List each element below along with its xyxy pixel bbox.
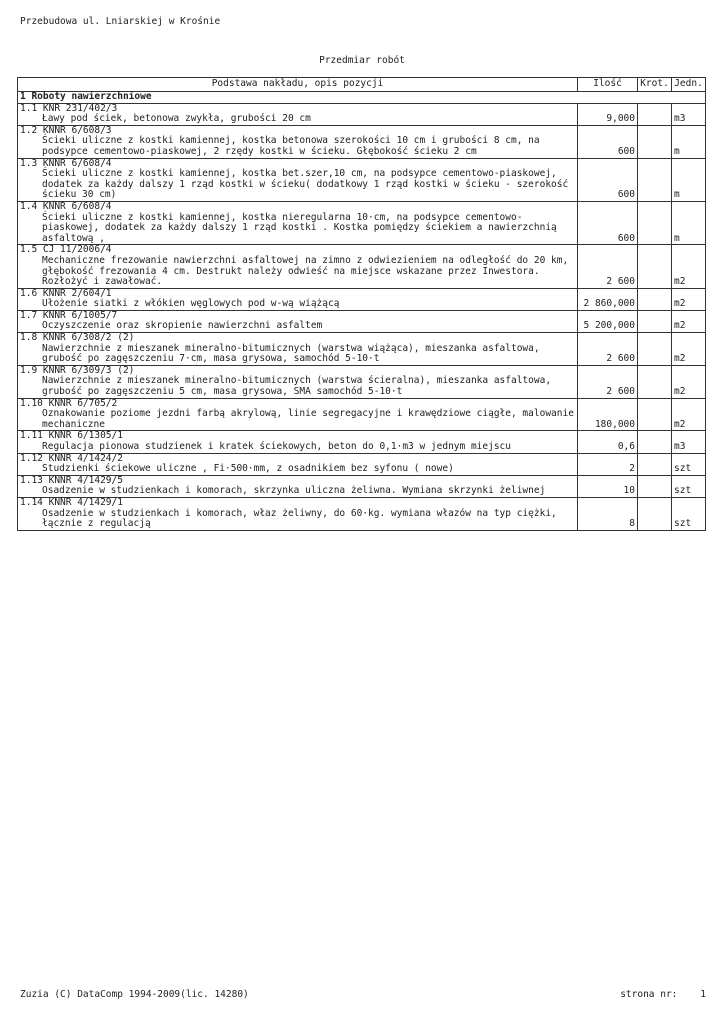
position-cell (18, 125, 578, 158)
table-row (18, 365, 706, 398)
position-cell (18, 310, 578, 332)
quantity-cell: 600 (578, 201, 638, 244)
position-description: Ławy pod ściek, betonowa zwykła, grubości 20 cm (42, 113, 311, 125)
quantity-cell: 2 (578, 453, 638, 475)
column-header-quantity: Ilość (578, 78, 638, 92)
position-cell (18, 365, 578, 398)
quantity-cell: 5 200,000 (578, 310, 638, 332)
table-row (18, 125, 706, 158)
footer-page-number: strona nr: 1 (620, 989, 706, 1000)
column-header-unit: Jedn. (672, 78, 706, 92)
quantity-cell: 600 (578, 125, 638, 158)
unit-cell: m (672, 201, 706, 244)
position-description: Osadzenie w studzienkach i komorach, skrzynka uliczna żeliwna. Wymiana skrzynki żeliwnej (42, 485, 546, 497)
quantity-cell: 600 (578, 158, 638, 201)
position-description: Regulacja pionowa studzienek i kratek ściekowych, beton do 0,1·m3 w jednym miejscu (42, 441, 511, 452)
multiplier-cell (638, 497, 672, 530)
table-row (18, 201, 706, 244)
position-number: 1.11 KNNR 6/1305/1 (20, 430, 123, 442)
quantity-cell: 10 (578, 475, 638, 497)
unit-cell: szt (672, 453, 706, 475)
quantity-cell: 8 (578, 497, 638, 530)
quantity-cell: 2 600 (578, 245, 638, 288)
unit-cell: m2 (672, 288, 706, 310)
table-row (18, 103, 706, 125)
multiplier-cell (638, 365, 672, 398)
quantity-cell: 0,6 (578, 431, 638, 453)
position-cell (18, 333, 578, 366)
position-cell (18, 431, 578, 453)
cost-estimate-table (17, 77, 706, 531)
column-header-multiplier: Krot. (638, 78, 672, 92)
position-cell (18, 103, 578, 125)
unit-cell: m (672, 158, 706, 201)
table-row (18, 158, 706, 201)
unit-cell: szt (672, 497, 706, 530)
table-row (18, 398, 706, 431)
table-row (18, 453, 706, 475)
multiplier-cell (638, 125, 672, 158)
position-cell (18, 453, 578, 475)
multiplier-cell (638, 245, 672, 288)
table-header-row (18, 78, 706, 92)
position-cell (18, 245, 578, 288)
table-row (18, 310, 706, 332)
unit-cell: m3 (672, 431, 706, 453)
position-number: 1.9 KNNR 6/309/3 (2) (20, 364, 135, 376)
multiplier-cell (638, 103, 672, 125)
position-number: 1.1 KNR 231/402/3 (20, 102, 118, 114)
table-row (18, 245, 706, 288)
quantity-cell: 2 600 (578, 365, 638, 398)
position-number: 1.3 KNNR 6/608/4 (20, 157, 112, 169)
unit-cell: m2 (672, 333, 706, 366)
unit-cell: m3 (672, 103, 706, 125)
multiplier-cell (638, 310, 672, 332)
position-number: 1.14 KNNR 4/1429/1 (20, 496, 123, 508)
unit-cell: szt (672, 475, 706, 497)
section-row (18, 92, 706, 104)
unit-cell: m2 (672, 398, 706, 431)
position-cell (18, 201, 578, 244)
multiplier-cell (638, 431, 672, 453)
multiplier-cell (638, 475, 672, 497)
quantity-cell: 9,000 (578, 103, 638, 125)
unit-cell: m2 (672, 245, 706, 288)
multiplier-cell (638, 201, 672, 244)
table-row (18, 475, 706, 497)
unit-cell: m2 (672, 365, 706, 398)
position-number: 1.13 KNNR 4/1429/5 (20, 474, 123, 486)
position-number: 1.12 KNNR 4/1424/2 (20, 452, 123, 464)
position-description: Studzienki ściekowe uliczne , Fi·500·mm, z osadnikiem bez syfonu ( nowe) (42, 463, 454, 475)
position-cell (18, 398, 578, 431)
position-number: 1.5 CJ 11/2006/4 (20, 244, 112, 256)
position-cell (18, 158, 578, 201)
quantity-cell: 2 860,000 (578, 288, 638, 310)
position-description: Nawierzchnie z mieszanek mineralno-bitumicznych (warstwa ścieralna), mieszanka asfaltowa, grubość po zagęszczeniu 5 cm, masa grysowa, SMA samochód 5-10·t (42, 375, 552, 398)
position-number: 1.8 KNNR 6/308/2 (2) (20, 332, 135, 344)
position-number: 1.10 KNNR 6/705/2 (20, 397, 118, 409)
section-title: 1 Roboty nawierzchniowe (18, 92, 706, 104)
column-header-description: Podstawa nakładu, opis pozycji (18, 78, 578, 92)
document-title: Przedmiar robót (319, 55, 405, 66)
position-cell (18, 497, 578, 530)
unit-cell: m (672, 125, 706, 158)
table-row (18, 431, 706, 453)
footer-software: Zuzia (C) DataComp 1994-2009(lic. 14280) (20, 989, 249, 1000)
position-number: 1.6 KNNR 2/604/1 (20, 287, 112, 299)
position-description: Ułożenie siatki z włókien węglowych pod w-wą wiążącą (42, 298, 340, 310)
position-number: 1.7 KNNR 6/1005/7 (20, 309, 118, 321)
multiplier-cell (638, 288, 672, 310)
quantity-cell: 180,000 (578, 398, 638, 431)
quantity-cell: 2 600 (578, 333, 638, 366)
multiplier-cell (638, 158, 672, 201)
position-cell (18, 475, 578, 497)
position-number: 1.2 KNNR 6/608/3 (20, 124, 112, 136)
position-cell (18, 288, 578, 310)
multiplier-cell (638, 333, 672, 366)
position-description: Ścieki uliczne z kostki kamiennej, kostka betonowa szerokości 10 cm i grubości 8 cm, na podsypce cementowo-piaskowej, 2 rzędy kostki w ścieku. Głębokość ścieku 2 cm (42, 135, 540, 157)
position-number: 1.4 KNNR 6/608/4 (20, 200, 112, 212)
position-description: Mechaniczne frezowanie nawierzchni asfaltowej na zimno z odwiezieniem na odległość do 20 km, głębokość frezowania 4 cm. Destrukt należy odwieść na miejsce wskazane przez Inwestora. Rozłożyć i zawałować. (42, 254, 569, 288)
position-description: Ścieki uliczne z kostki kamiennej, kostka nieregularna 10·cm, na podsypce cementowo-piaskowej, dodatek za każdy dalszy 1 rząd kostki . Kostka pomiędzy ściekiem a nawierzchnią asfaltową , (42, 211, 557, 244)
position-description: Ścieki uliczne z kostki kamiennej, kostka bet.szer,10 cm, na podsypce cementowo-piaskowej, dodatek za każdy dalszy 1 rząd kostki w ścieku( dodatkowy 1 rząd kostki w ścieku - szerokość ścieku 30 cm) (42, 168, 569, 201)
multiplier-cell (638, 398, 672, 431)
table-row (18, 288, 706, 310)
table-row (18, 333, 706, 366)
table-row (18, 497, 706, 530)
position-description: Nawierzchnie z mieszanek mineralno-bitumicznych (warstwa wiążąca), mieszanka asfaltowa, grubość po zagęszczeniu 7·cm, masa grysowa, samochód 5-10·t (42, 342, 540, 365)
position-description: Osadzenie w studzienkach i komorach, właz żeliwny, do 60·kg. wymiana włazów na typ ciężki, łącznie z regulacją (42, 507, 557, 530)
position-description: Oczyszczenie oraz skropienie nawierzchni asfaltem (42, 320, 323, 332)
multiplier-cell (638, 453, 672, 475)
unit-cell: m2 (672, 310, 706, 332)
position-description: Oznakowanie poziome jezdni farbą akrylową, linie segregacyjne i krawędziowe ciągłe, malowanie mechaniczne (42, 408, 574, 430)
document-header: Przebudowa ul. Lniarskiej w Krośnie (20, 16, 221, 27)
